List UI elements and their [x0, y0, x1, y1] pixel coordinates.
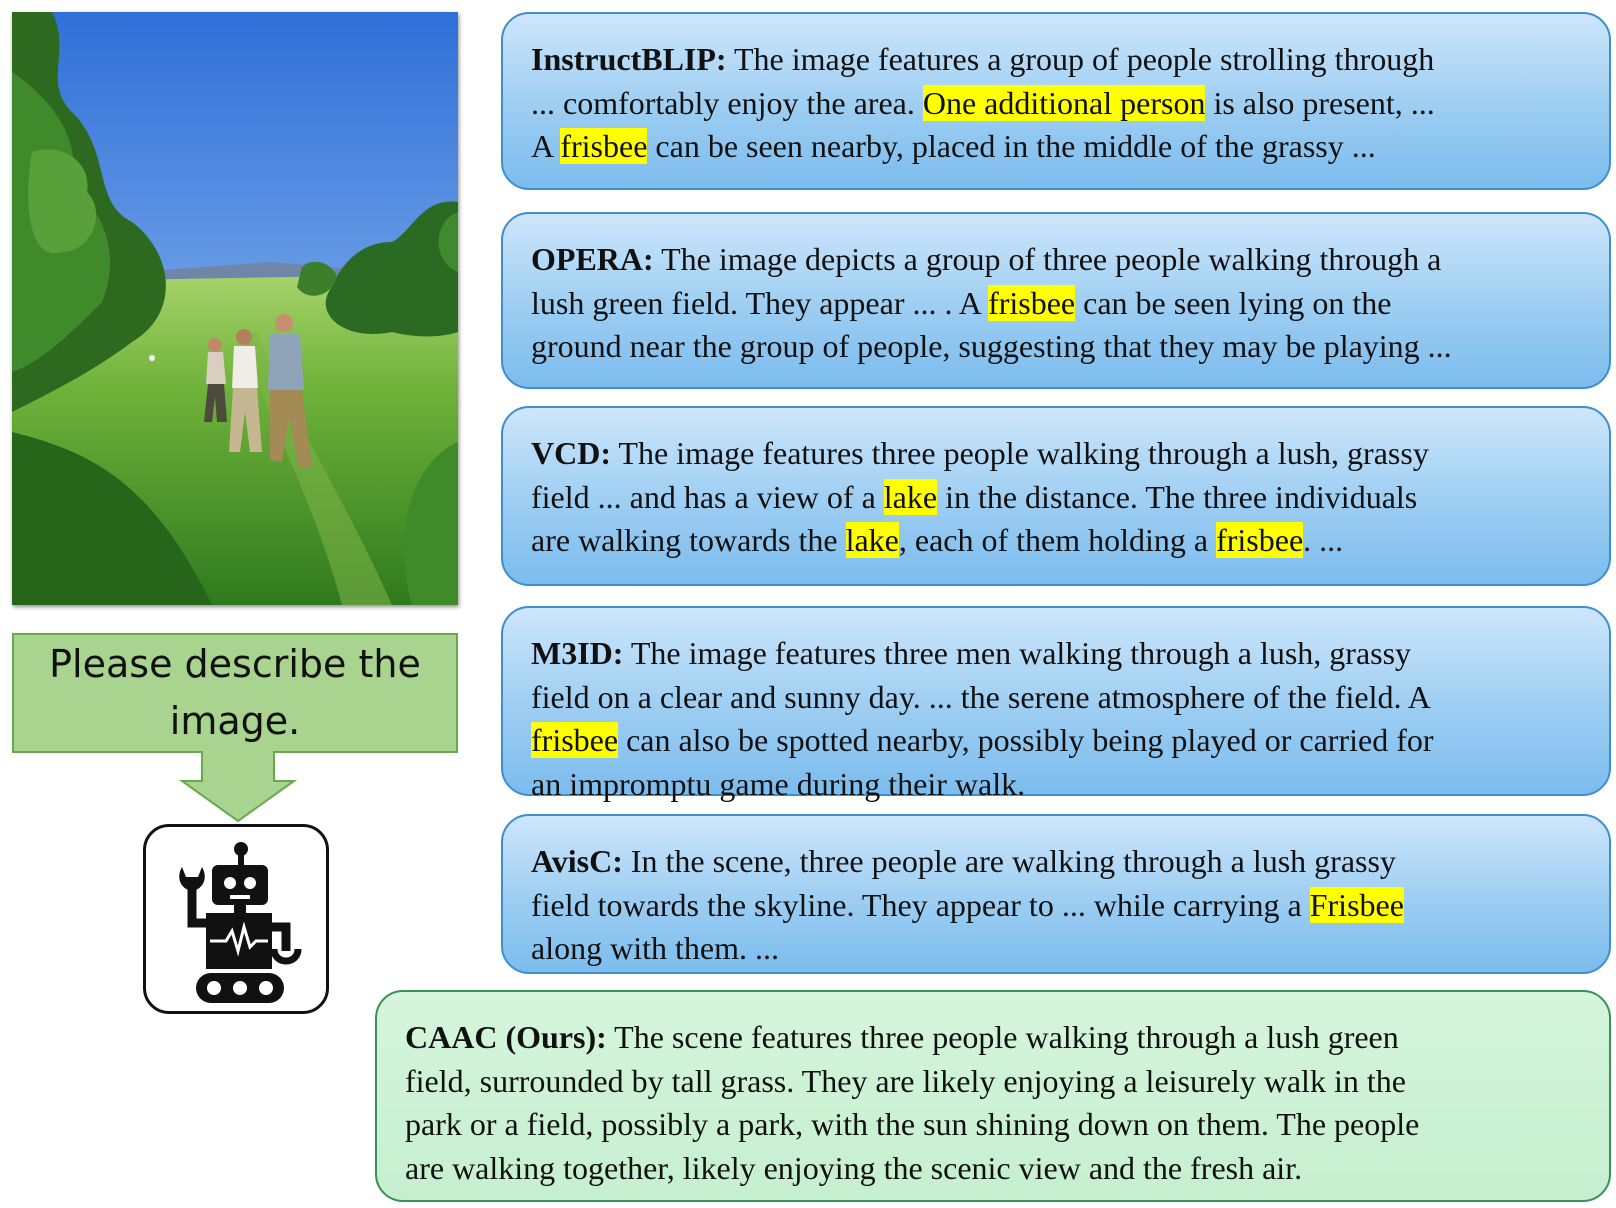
response-line [531, 884, 1581, 928]
hallucinated-phrase: frisbee [1216, 522, 1304, 558]
response-text: A [531, 128, 561, 164]
response-text: The image features a group of people strolling through [726, 41, 1435, 77]
hallucinated-phrase: frisbee [988, 284, 1076, 321]
response-text: field ... and has a view of a [531, 478, 884, 515]
response-line [531, 38, 1581, 82]
response-text: lush green field. They appear ... . A [531, 284, 989, 321]
response-text: The scene features three people walking through a lush green [606, 1019, 1399, 1055]
response-line [531, 82, 1581, 126]
model-name: M3ID: [531, 635, 624, 671]
response-box-vcd [501, 406, 1611, 586]
response-box-caac [375, 990, 1611, 1202]
response-text: park or a field, possibly a park, with the sun shining down on them. The people [405, 1106, 1420, 1142]
response-line [531, 519, 1581, 563]
response-text: can be seen nearby, placed in the middle of the grassy ... [647, 128, 1376, 164]
response-text: field on a clear and sunny day. ... the serene atmosphere of the field. A [531, 678, 1431, 715]
response-box-opera [501, 212, 1611, 389]
model-name: InstructBLIP: [531, 41, 727, 77]
response-text: ground near the group of people, suggesting that they may be playing ... [531, 328, 1452, 364]
response-text: field towards the skyline. They appear to ... while carrying a [531, 886, 1310, 923]
hallucinated-phrase: One additional person [922, 84, 1206, 121]
response-text: along with them. ... [531, 930, 779, 966]
model-name: CAAC (Ours): [405, 1019, 607, 1055]
response-text: , each of them holding a [898, 522, 1217, 558]
response-line [405, 1147, 1581, 1191]
response-box-avisc [501, 814, 1611, 974]
response-line [531, 840, 1581, 884]
response-line [531, 632, 1581, 676]
model-name: OPERA: [531, 241, 654, 277]
response-line [531, 676, 1581, 720]
hallucinated-phrase: lake [883, 478, 938, 515]
response-line [531, 763, 1581, 807]
response-text: are walking together, likely enjoying the scenic view and the fresh air. [405, 1149, 1303, 1186]
response-line [531, 282, 1581, 326]
response-line [531, 476, 1581, 520]
response-line [531, 432, 1581, 476]
response-text: can also be spotted nearby, possibly being played or carried for [618, 722, 1434, 758]
response-text: . ... [1303, 522, 1344, 558]
model-name: AvisC: [531, 843, 623, 879]
response-text: The image depicts a group of three people walking through a [653, 241, 1442, 277]
response-box-instructblip [501, 12, 1611, 190]
prompt-line-1: Please describe the [49, 642, 421, 686]
prompt-text [12, 633, 458, 753]
response-line [405, 1060, 1581, 1104]
response-text: The image features three people walking through a lush, grassy [610, 435, 1429, 471]
response-text: can be seen lying on the [1075, 284, 1392, 321]
response-text: The image features three men walking through a lush, grassy [623, 635, 1412, 671]
response-text: In the scene, three people are walking through a lush grassy [622, 843, 1396, 879]
response-line [531, 125, 1581, 169]
response-box-m3id [501, 606, 1611, 802]
response-line [531, 719, 1581, 763]
response-line [405, 1016, 1581, 1060]
field-photo-illustration [12, 12, 458, 605]
prompt-callout [12, 633, 458, 823]
robot-box [143, 824, 329, 1014]
response-text: ... comfortably enjoy the area. [531, 84, 923, 121]
response-text: is also present, ... [1205, 84, 1435, 121]
response-line [531, 325, 1581, 369]
prompt-line-2: image. [169, 699, 301, 743]
response-text: in the distance. The three individuals [937, 478, 1418, 515]
response-line [531, 927, 1581, 971]
hallucinated-phrase: frisbee [560, 128, 648, 164]
hallucinated-phrase: Frisbee [1309, 886, 1404, 923]
robot-icon [146, 827, 326, 1011]
response-text: an impromptu game during their walk. [531, 765, 1026, 802]
field-photo [12, 12, 458, 605]
response-text: are walking towards the [531, 522, 846, 558]
hallucinated-phrase: lake [845, 522, 899, 558]
response-line [405, 1103, 1581, 1147]
model-name: VCD: [531, 435, 611, 471]
hallucinated-phrase: frisbee [531, 722, 619, 758]
response-text: field, surrounded by tall grass. They are likely enjoying a leisurely walk in the [405, 1062, 1406, 1099]
response-line [531, 238, 1581, 282]
